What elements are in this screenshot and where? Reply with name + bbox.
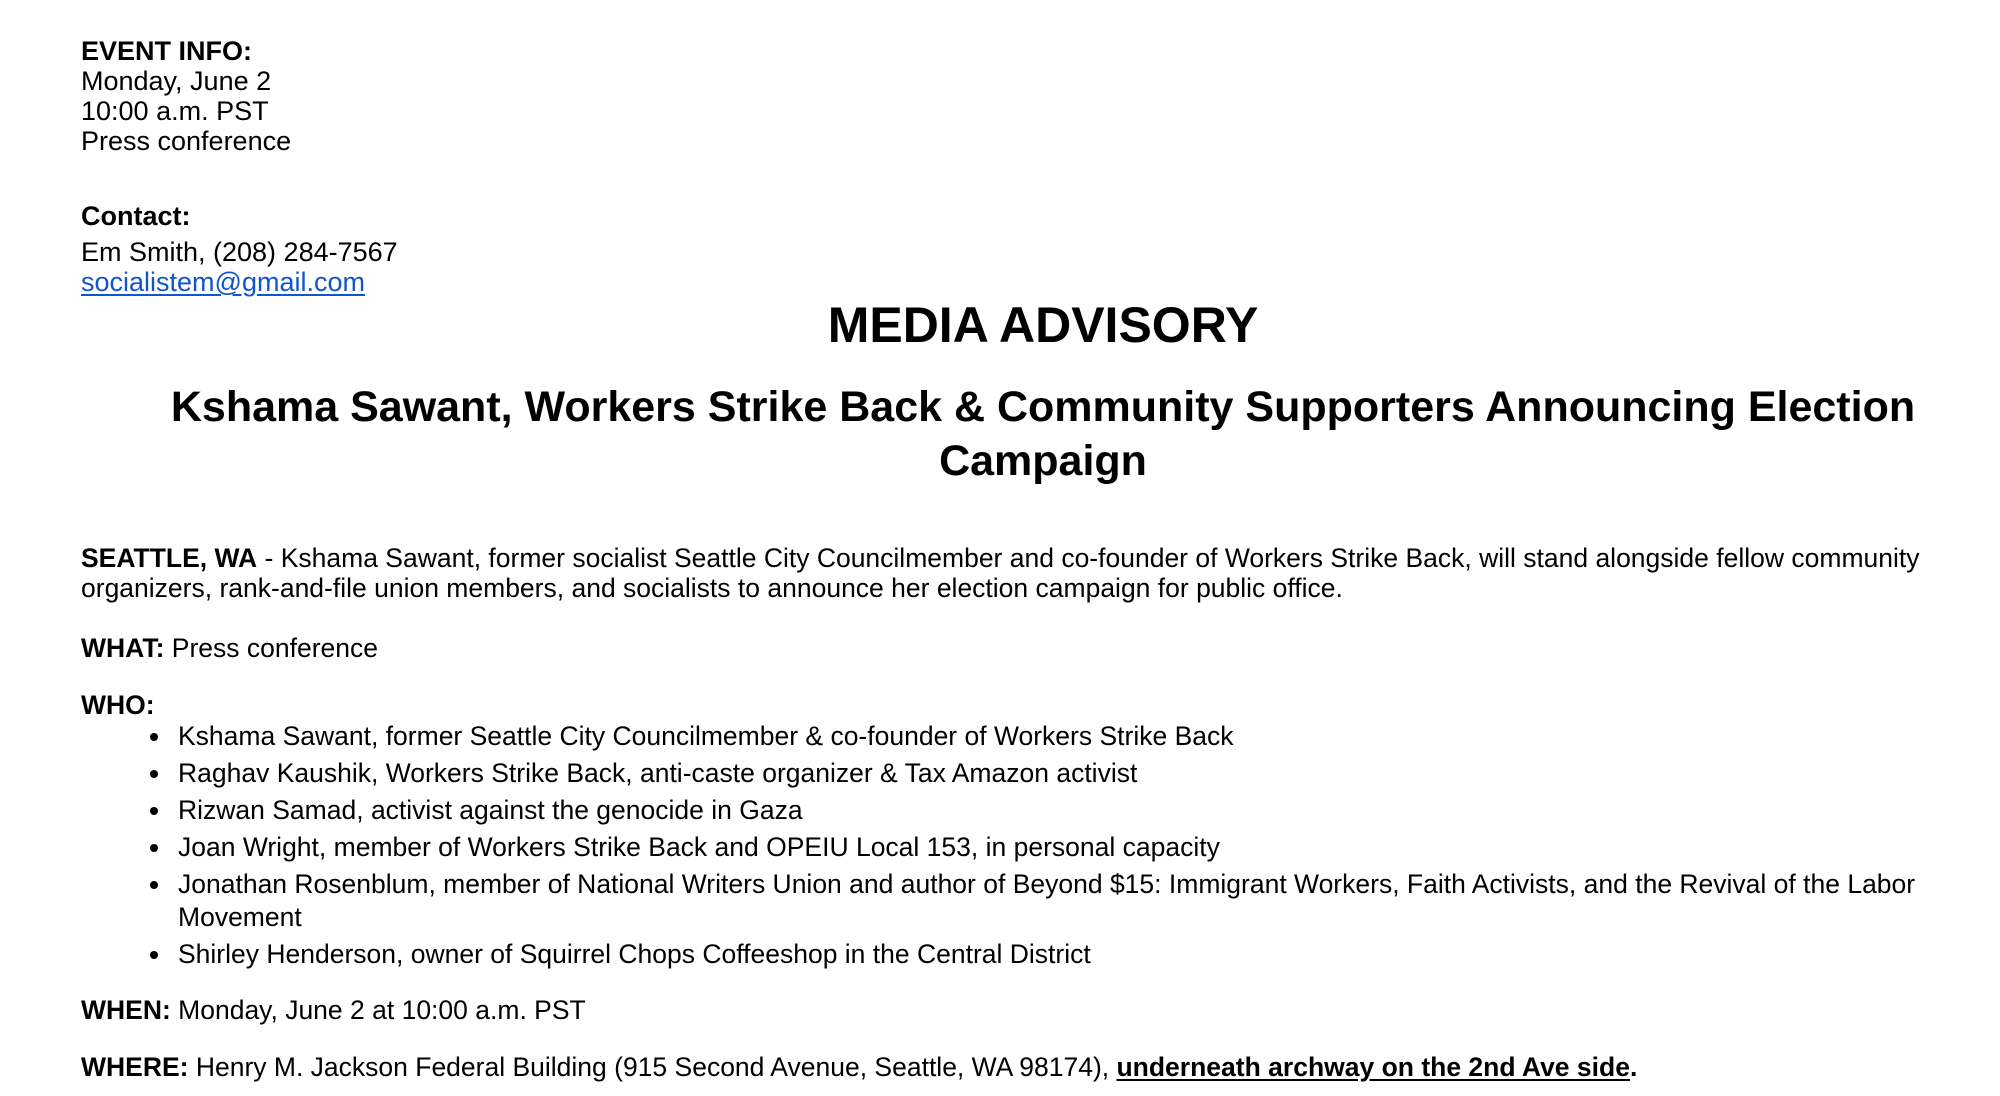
contact-heading: Contact: (81, 201, 191, 231)
who-label: WHO: (81, 690, 155, 720)
what-value: Press conference (164, 633, 378, 663)
event-type: Press conference (81, 126, 292, 156)
who-item-text: Shirley Henderson, owner of Squirrel Chops Coffeeshop in the Central District (178, 939, 1091, 969)
list-item (178, 757, 1978, 790)
who-item-text: Jonathan Rosenblum, member of National Writers Union and author of Beyond $15: Immigrant Workers, Faith Activists, and the Revival of the Labor Movement (178, 869, 1916, 932)
list-item (178, 794, 1978, 827)
page-title: MEDIA ADVISORY (827, 297, 1259, 353)
event-time: 10:00 a.m. PST (81, 96, 269, 126)
where-line (81, 1052, 1961, 1082)
who-item-text: Raghav Kaushik, Workers Strike Back, anti-caste organizer & Tax Amazon activist (178, 758, 1138, 788)
dateline: SEATTLE, WA (81, 543, 258, 573)
where-label: WHERE: (81, 1052, 189, 1082)
where-value: Henry M. Jackson Federal Building (915 Second Avenue, Seattle, WA 98174), (188, 1052, 1117, 1082)
where-emphasis: underneath archway on the 2nd Ave side (1116, 1052, 1630, 1082)
what-label: WHAT: (81, 633, 165, 663)
event-info-heading: EVENT INFO: (81, 36, 253, 66)
when-line (81, 995, 1961, 1025)
bullet-icon (150, 807, 158, 815)
list-item (178, 868, 1978, 934)
list-item (178, 720, 1978, 753)
subtitle-line-2: Campaign (939, 437, 1147, 485)
where-end: . (1629, 1052, 1638, 1082)
when-value: Monday, June 2 at 10:00 a.m. PST (170, 995, 586, 1025)
bullet-icon (150, 733, 158, 741)
bullet-icon (150, 770, 158, 778)
bullet-icon (150, 844, 158, 852)
list-item (178, 831, 1978, 864)
what-line (81, 633, 1961, 663)
subtitle-line-1: Kshama Sawant, Workers Strike Back & Community Supporters Announcing Election (170, 383, 1916, 431)
list-item (178, 938, 1978, 971)
bullet-icon (150, 881, 158, 889)
who-line (81, 690, 1961, 720)
event-date: Monday, June 2 (81, 66, 272, 96)
contact-name-phone: Em Smith, (208) 284-7567 (81, 237, 398, 267)
who-item-text: Joan Wright, member of Workers Strike Back and OPEIU Local 153, in personal capacity (178, 832, 1220, 862)
who-list (81, 720, 1978, 975)
who-item-text: Rizwan Samad, activist against the genocide in Gaza (178, 795, 803, 825)
who-item-text: Kshama Sawant, former Seattle City Councilmember & co-founder of Workers Strike Back (178, 721, 1234, 751)
bullet-icon (150, 951, 158, 959)
when-label: WHEN: (81, 995, 171, 1025)
intro-text: - Kshama Sawant, former socialist Seattle City Councilmember and co-founder of Workers Strike Back, will stand alongside fellow community organizers, rank-and-file union members, and socialists to announce her election campaign for public office. (81, 543, 1920, 603)
intro-paragraph (81, 543, 1961, 603)
contact-email-link[interactable]: socialistem@gmail.com (81, 267, 365, 297)
